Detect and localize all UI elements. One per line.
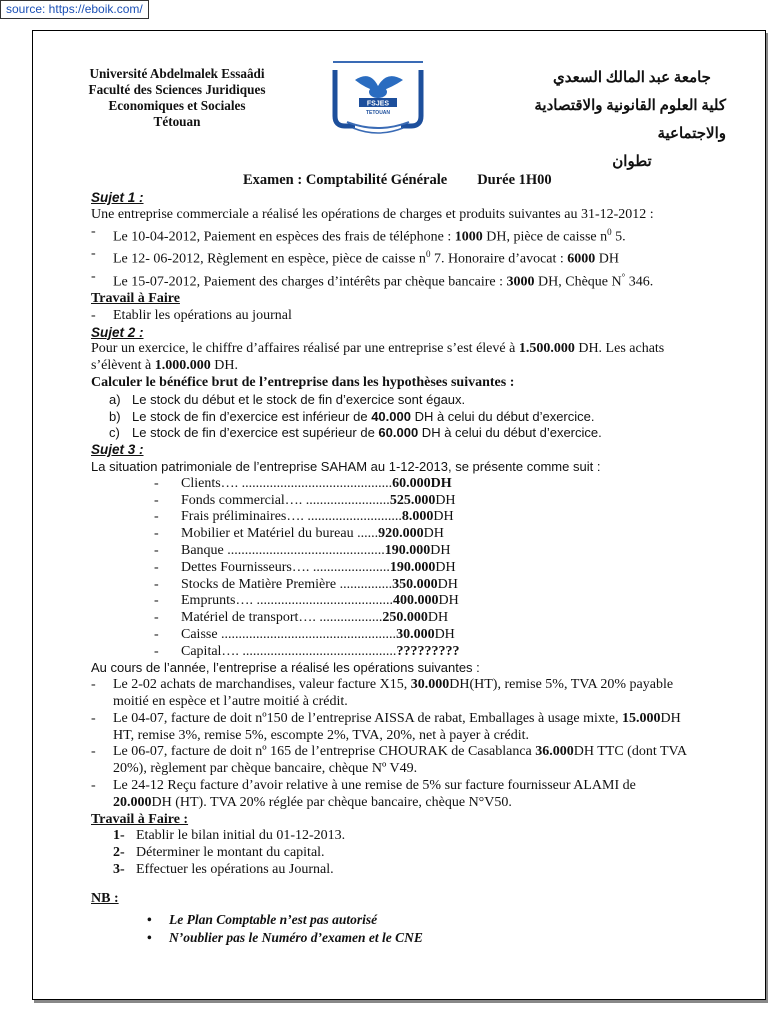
- sujet3-operation: - Le 06-07, facture de doit nº 165 de l’entreprise CHOURAK de Casablanca 36.000DH TTC (dont TVA 20%), règlement par chèque bancaire, chèque Nº V49.: [91, 744, 687, 777]
- sujet3-operation: - Le 2-02 achats de marchandises, valeur facture X15, 30.000DH(HT), remise 5%, TVA 20% payable moitié en espèce et l’autre moitié à crédit.: [91, 677, 674, 710]
- faculty-name-line2: Economiques et Sociales: [108, 98, 246, 113]
- sujet1-item: - Le 15-07-2012, Paiement des charges d’intérêts par chèque bancaire : 3000 DH, Chèque N° 346.: [91, 268, 654, 290]
- balance-item: - Stocks de Matière Première ............... 350.000 DH: [154, 576, 458, 592]
- sujet1-item: - Le 10-04-2012, Paiement en espèces des frais de téléphone : 1000 DH, pièce de caisse $n^0$ 5.: [91, 223, 626, 245]
- balance-item: - Dettes Fournisseurs…. ...................... 190.000 DH: [154, 559, 456, 575]
- svg-text:FSJES: FSJES: [366, 100, 390, 108]
- svg-text:TETOUAN: TETOUAN: [365, 110, 391, 116]
- sujet3-heading: Sujet 3 :: [91, 442, 144, 458]
- fsjes-logo: [325, 56, 431, 136]
- sujet3-operation: - Le 24-12 Reçu facture d’avoir relative à une remise de 5% sur facture fournisseur ALAMI de 20.000DH (HT). TVA 20% réglée par chèque bancaire, chèque N°V50.: [91, 778, 636, 810]
- nb-item: • N’oublier pas le Numéro d’examen et le CNE: [147, 929, 423, 945]
- sujet3-intro: La situation patrimoniale de l’entreprise SAHAM au 1-12-2013, se présente comme suit :: [91, 458, 601, 474]
- faculty-name-line1: Faculté des Sciences Juridiques: [88, 82, 266, 97]
- sujet3-task: 1- Etablir le bilan initial du 01-12-2013.: [113, 828, 346, 844]
- balance-item: - Fonds commercial…. ........................ 525.000 DH: [154, 492, 456, 508]
- sujet3-travail-heading: Travail à Faire :: [91, 811, 189, 827]
- balance-item: - Matériel de transport…. .................. 250.000 DH: [154, 610, 449, 626]
- sujet1-travail-heading: Travail à Faire: [91, 290, 180, 306]
- nb-list: [91, 912, 697, 948]
- sujet2-question: Calculer le bénéfice brut de l’entreprise dans les hypothèses suivantes :: [91, 374, 515, 390]
- university-name-ar: جامعة عبد المالك السعدي: [553, 70, 711, 86]
- balance-item: - Capital…. ............................................ ?????????: [154, 643, 460, 659]
- city-name-ar: تطوان: [612, 154, 652, 170]
- balance-item: - Banque ............................................. 190.000 DH: [154, 542, 451, 558]
- exam-content: [91, 190, 697, 948]
- university-header-ar: [470, 64, 726, 176]
- nb-item: • Le Plan Comptable n’est pas autorisé: [147, 911, 378, 927]
- sujet2-case: b) Le stock de fin d’exercice est inférieur de 40.000 DH à celui du début d’exercice.: [109, 408, 595, 424]
- nb-heading: NB :: [91, 890, 119, 906]
- exam-duration: Durée 1H00: [477, 172, 552, 188]
- faculty-name-ar: كلية العلوم القانونية والاقتصادية والاجتماعية: [534, 98, 726, 142]
- sujet1-heading: Sujet 1 :: [91, 190, 144, 205]
- balance-item: - Clients…. ........................................... 60.000 DH: [154, 475, 452, 491]
- sujet3-task: 3- Effectuer les opérations au Journal.: [113, 862, 334, 878]
- source-tag[interactable]: source: https://eboik.com/: [0, 0, 149, 19]
- sujet3-ops-intro: Au cours de l’année, l’entreprise a réalisé les opérations suivantes :: [91, 660, 480, 676]
- university-header-fr: [52, 66, 302, 130]
- balance-item: - Mobilier et Matériel du bureau ...... 920.000 DH: [154, 526, 444, 542]
- balance-item: - Caisse .................................................. 30.000 DH: [154, 626, 455, 642]
- sujet2-case: c) Le stock de fin d’exercice est supérieur de 60.000 DH à celui du début d’exercice.: [109, 425, 602, 441]
- exam-title: Examen : Comptabilité Générale: [243, 172, 448, 188]
- balance-list: [91, 476, 697, 661]
- balance-item: - Frais préliminaires…. ........................... 8.000 DH: [154, 509, 454, 525]
- sujet2-heading: Sujet 2 :: [91, 324, 144, 340]
- sujet1-item: - Le 12- 06-2012, Règlement en espèce, pièce de caisse $n^0$ 7. Honoraire d’avocat : 6000 DH: [91, 246, 620, 267]
- sujet2-intro: Pour un exercice, le chiffre d’affaires réalisé par une entreprise s’est élevé à 1.500.000 DH. Les achats s’élèvent à 1.000.000 DH.: [91, 341, 665, 374]
- sujet1-intro: Une entreprise commerciale a réalisé les opérations de charges et produits suivantes au 31-12-2012 :: [91, 206, 654, 222]
- exam-title-line: [243, 172, 552, 189]
- sujet1-task: - Etablir les opérations au journal: [91, 307, 292, 323]
- sujet3-operation: - Le 04-07, facture de doit nº150 de l’entreprise AISSA de rabat, Emballages à usage mixte, 15.000DH HT, remise 3%, remise 5%, escompte 2%, TVA, 20%, net à payer à crédit.: [91, 710, 681, 743]
- sujet2-case: a) Le stock du début et le stock de fin d’exercice sont égaux.: [109, 391, 466, 407]
- sujet3-task: 2- Déterminer le montant du capital.: [113, 845, 325, 861]
- city-name: Tétouan: [153, 114, 201, 129]
- university-name: Université Abdelmalek Essaâdi: [89, 66, 265, 81]
- balance-item: - Emprunts…. ....................................... 400.000 DH: [154, 593, 459, 609]
